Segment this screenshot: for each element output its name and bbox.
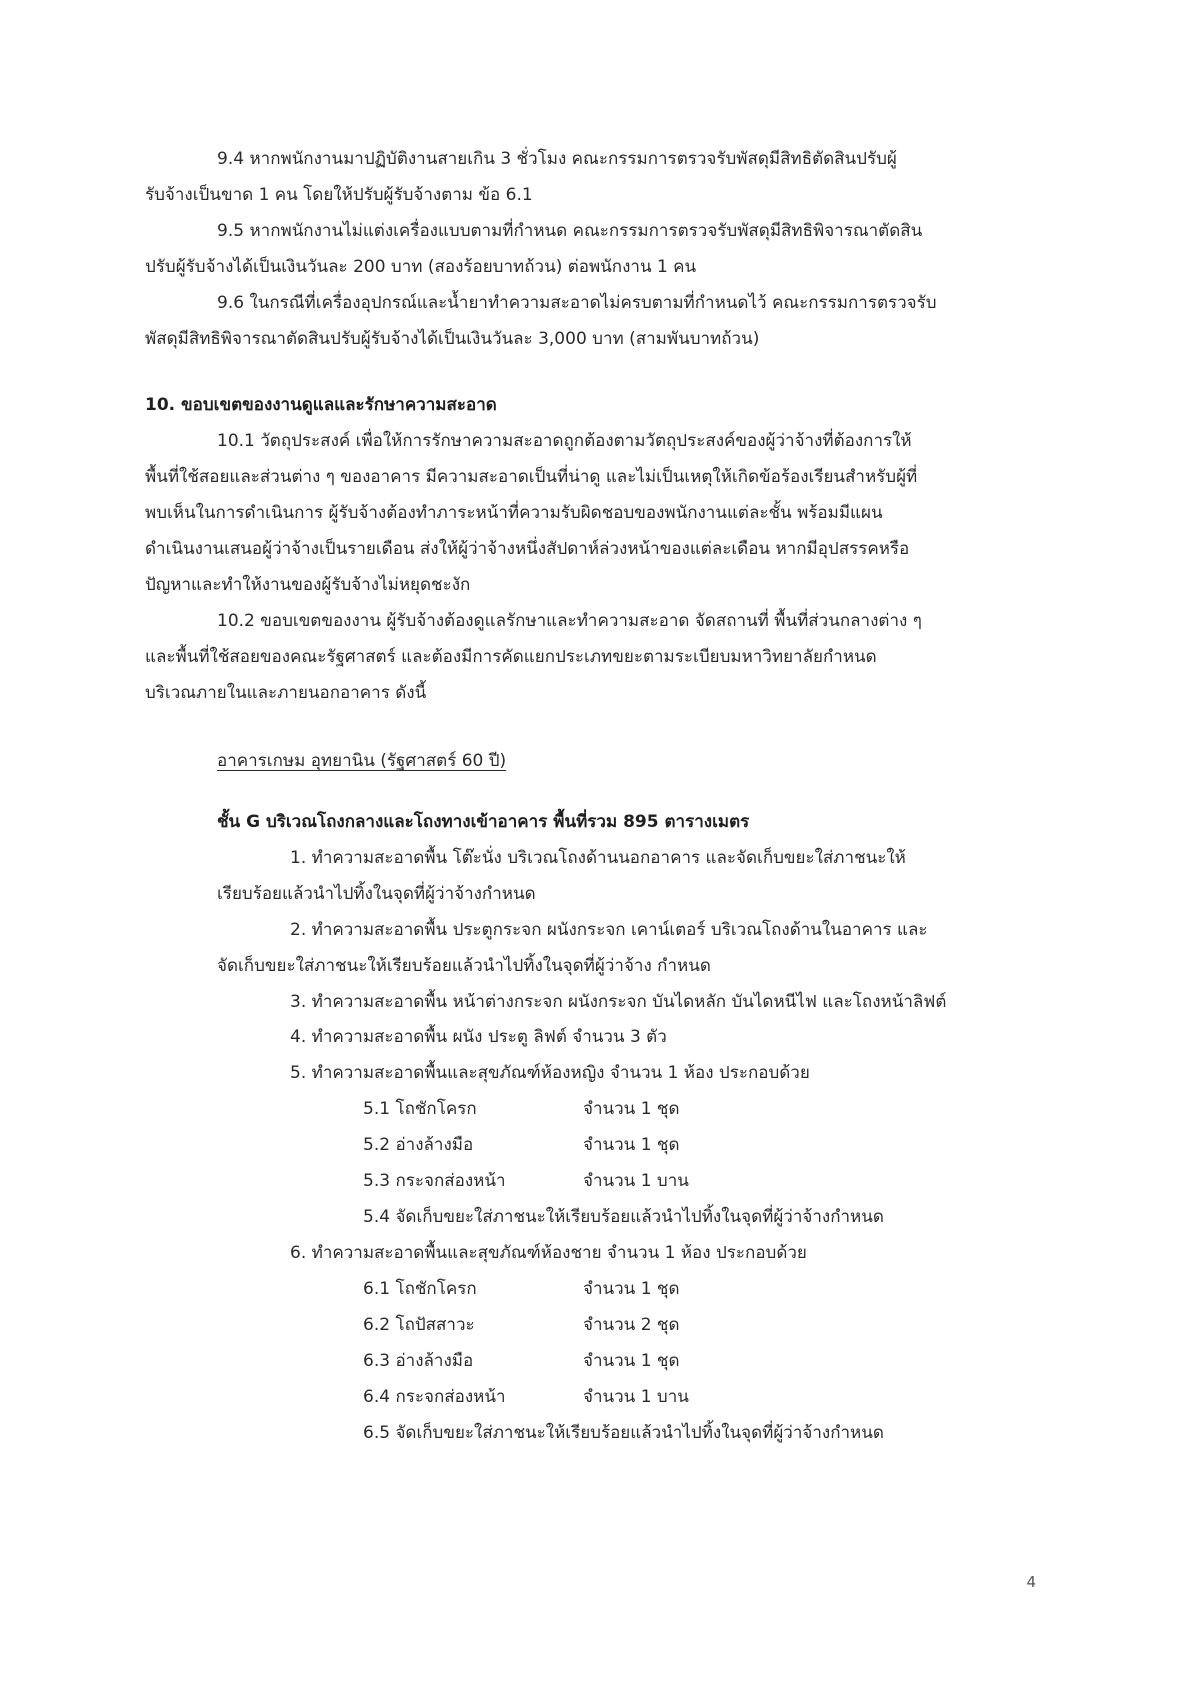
clause-10-1-line-2: พื้นที่ใช้สอยและส่วนต่าง ๆ ของอาคาร มีความสะอาดเป็นที่น่าดู และไม่เป็นเหตุให้เกิดข้อร้องเรียนสำหรับผู้ที่ — [145, 467, 918, 487]
item-name: 5.2 อ่างล้างมือ — [363, 1135, 474, 1155]
item-quantity: จำนวน 1 บาน — [583, 1171, 689, 1191]
item-quantity: จำนวน 1 ชุด — [583, 1135, 680, 1155]
task-2-line-2: จัดเก็บขยะใส่ภาชนะให้เรียบร้อยแล้วนำไปทิ้งในจุดที่ผู้ว่าจ้าง กำหนด — [217, 956, 711, 976]
clause-10-2-line-2: และพื้นที่ใช้สอยของคณะรัฐศาสตร์ และต้องมีการคัดแยกประเภทขยะตามระเบียบมหาวิทยาลัยกำหนด — [145, 647, 877, 667]
item-name: 5.1 โถชักโครก — [363, 1099, 477, 1119]
task-1-line-2: เรียบร้อยแล้วนำไปทิ้งในจุดที่ผู้ว่าจ้างกำหนด — [217, 884, 536, 904]
item-name: 5.3 กระจกส่องหน้า — [363, 1171, 506, 1191]
item-quantity: จำนวน 1 ชุด — [583, 1099, 680, 1119]
page-number: 4 — [1026, 1573, 1036, 1591]
task-5: 5. ทำความสะอาดพื้นและสุขภัณฑ์ห้องหญิง จำนวน 1 ห้อง ประกอบด้วย — [290, 1063, 810, 1083]
clause-9-5-line-2: ปรับผู้รับจ้างได้เป็นเงินวันละ 200 บาท (สองร้อยบาทถ้วน) ต่อพนักงาน 1 คน — [145, 257, 697, 277]
clause-9-4-line-2: รับจ้างเป็นขาด 1 คน โดยให้ปรับผู้รับจ้างตาม ข้อ 6.1 — [145, 185, 533, 205]
task-2-line-1: 2. ทำความสะอาดพื้น ประตูกระจก ผนังกระจก เคาน์เตอร์ บริเวณโถงด้านในอาคาร และ — [290, 920, 928, 940]
item-quantity: จำนวน 1 บาน — [583, 1387, 689, 1407]
clause-10-1-line-1: 10.1 วัตถุประสงค์ เพื่อให้การรักษาความสะอาดถูกต้องตามวัตถุประสงค์ของผู้ว่าจ้างที่ต้องการให้ — [217, 431, 912, 451]
item-name: 6.4 กระจกส่องหน้า — [363, 1387, 506, 1407]
task-6: 6. ทำความสะอาดพื้นและสุขภัณฑ์ห้องชาย จำนวน 1 ห้อง ประกอบด้วย — [290, 1243, 807, 1263]
item-quantity: จำนวน 2 ชุด — [583, 1315, 680, 1335]
task-6-5: 6.5 จัดเก็บขยะใส่ภาชนะให้เรียบร้อยแล้วนำไปทิ้งในจุดที่ผู้ว่าจ้างกำหนด — [363, 1423, 884, 1443]
clause-10-2-line-3: บริเวณภายในและภายนอกอาคาร ดังนี้ — [145, 683, 427, 703]
clause-10-1-line-5: ปัญหาและทำให้งานของผู้รับจ้างไม่หยุดชะงัก — [145, 575, 471, 595]
clause-10-2-line-1: 10.2 ขอบเขตของงาน ผู้รับจ้างต้องดูแลรักษาและทำความสะอาด จัดสถานที่ พื้นที่ส่วนกลางต่าง ๆ — [217, 611, 922, 631]
task-4: 4. ทำความสะอาดพื้น ผนัง ประตู ลิฟต์ จำนวน 3 ตัว — [290, 1027, 667, 1047]
clause-9-6-line-2: พัสดุมีสิทธิพิจารณาตัดสินปรับผู้รับจ้างได้เป็นเงินวันละ 3,000 บาท (สามพันบาทถ้วน) — [145, 329, 760, 349]
clause-9-4-line-1: 9.4 หากพนักงานมาปฏิบัติงานสายเกิน 3 ชั่วโมง คณะกรรมการตรวจรับพัสดุมีสิทธิตัดสินปรับผู้ — [217, 149, 897, 169]
item-quantity: จำนวน 1 ชุด — [583, 1351, 680, 1371]
floor-g-heading: ชั้น G บริเวณโถงกลางและโถงทางเข้าอาคาร พื้นที่รวม 895 ตารางเมตร — [217, 812, 750, 832]
clause-9-6-line-1: 9.6 ในกรณีที่เครื่องอุปกรณ์และน้ำยาทำความสะอาดไม่ครบตามที่กำหนดไว้ คณะกรรมการตรวจรับ — [217, 293, 937, 313]
clause-9-5-line-1: 9.5 หากพนักงานไม่แต่งเครื่องแบบตามที่กำหนด คณะกรรมการตรวจรับพัสดุมีสิทธิพิจารณาตัดสิน — [217, 221, 923, 241]
task-5-4: 5.4 จัดเก็บขยะใส่ภาชนะให้เรียบร้อยแล้วนำไปทิ้งในจุดที่ผู้ว่าจ้างกำหนด — [363, 1207, 884, 1227]
item-name: 6.1 โถชักโครก — [363, 1279, 477, 1299]
item-quantity: จำนวน 1 ชุด — [583, 1279, 680, 1299]
item-name: 6.3 อ่างล้างมือ — [363, 1351, 474, 1371]
clause-10-1-line-3: พบเห็นในการดำเนินการ ผู้รับจ้างต้องทำภาระหน้าที่ความรับผิดชอบของพนักงานแต่ละชั้น พร้อมมีแผน — [145, 503, 883, 523]
item-name: 6.2 โถปัสสาวะ — [363, 1315, 475, 1335]
building-title: อาคารเกษม อุทยานิน (รัฐศาสตร์ 60 ปี) — [217, 751, 507, 771]
task-1-line-1: 1. ทำความสะอาดพื้น โต๊ะนั่ง บริเวณโถงด้านนอกอาคาร และจัดเก็บขยะใส่ภาชนะให้ — [290, 848, 906, 868]
clause-10-1-line-4: ดำเนินงานเสนอผู้ว่าจ้างเป็นรายเดือน ส่งให้ผู้ว่าจ้างหนึ่งสัปดาห์ล่วงหน้าของแต่ละเดือน หากมีอุปสรรคหรือ — [145, 539, 910, 559]
task-3: 3. ทำความสะอาดพื้น หน้าต่างกระจก ผนังกระจก บันไดหลัก บันไดหนีไฟ และโถงหน้าลิฟต์ — [290, 992, 947, 1012]
section-10-heading: 10. ขอบเขตของงานดูแลและรักษาความสะอาด — [145, 395, 497, 415]
